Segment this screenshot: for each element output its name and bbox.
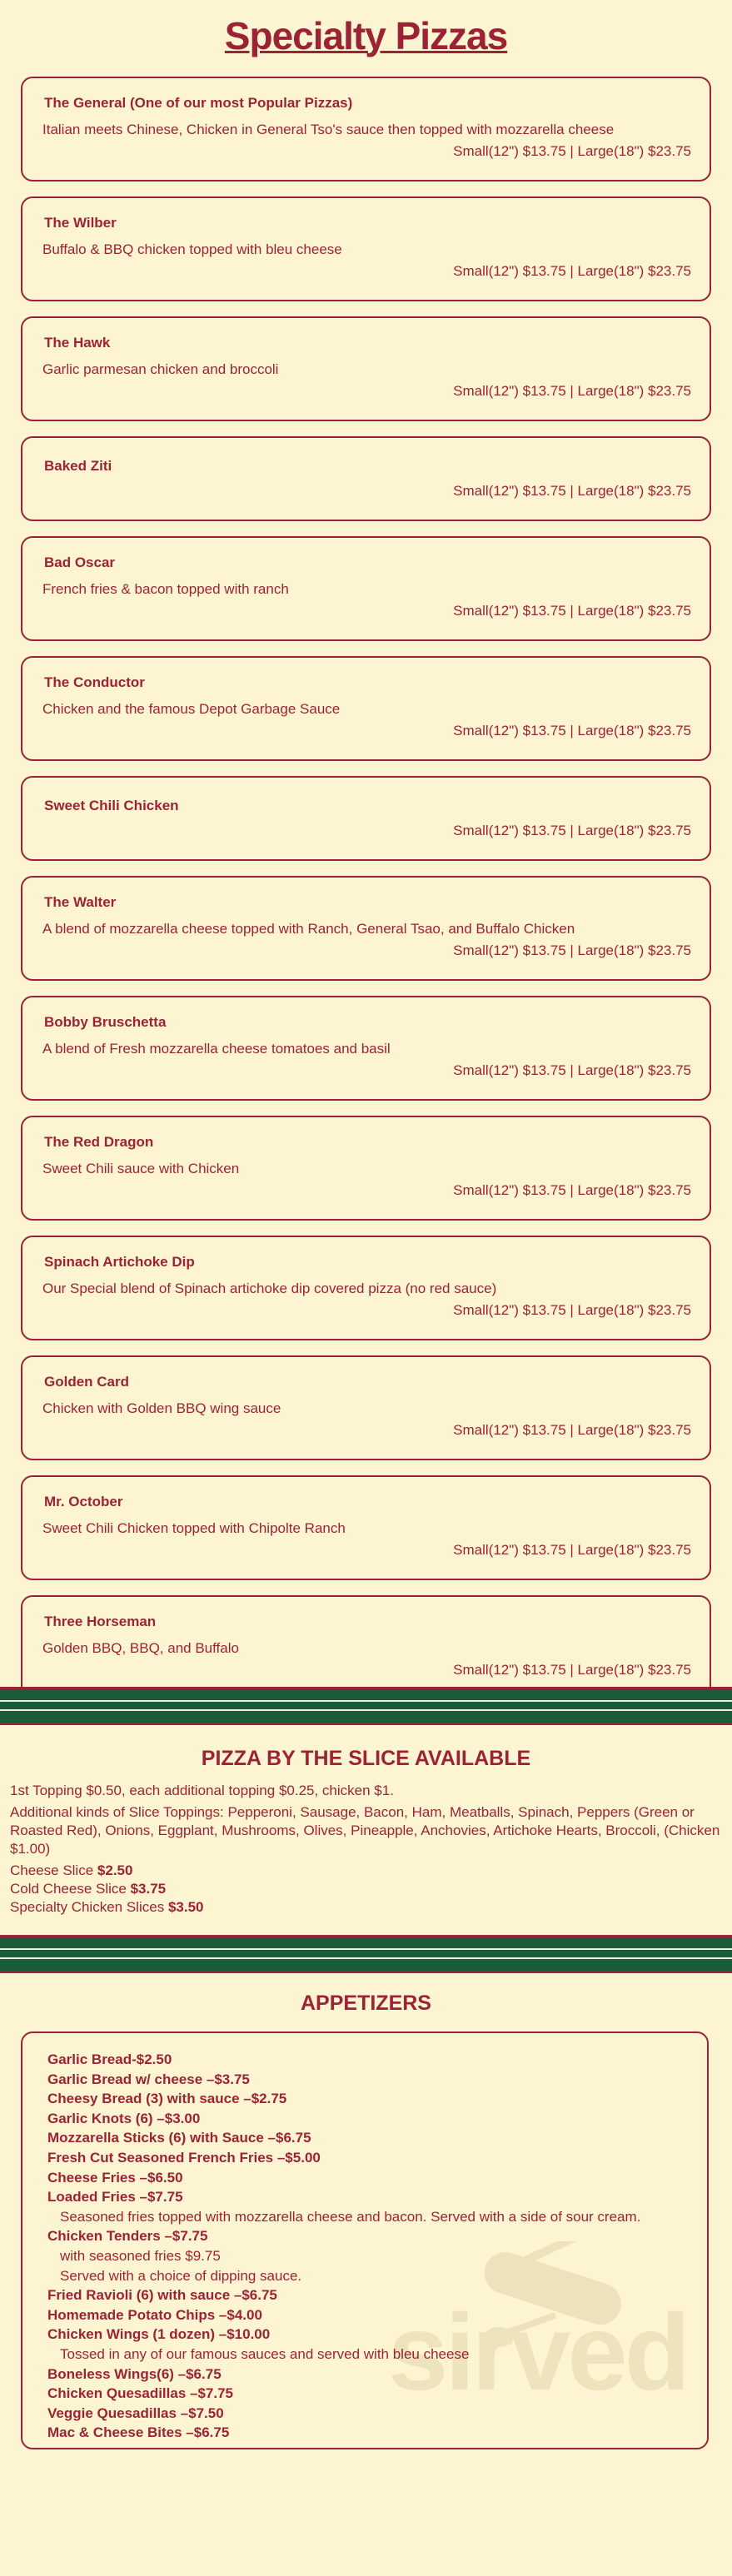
divider-band [0, 1935, 732, 1973]
pizza-price: Small(12") $13.75 | Large(18") $23.75 [453, 1422, 691, 1438]
slice-label: Cheese Slice [10, 1862, 94, 1878]
slice-heading: PIZZA BY THE SLICE AVAILABLE [201, 1747, 531, 1770]
pizza-card [21, 196, 711, 301]
pizza-price: Small(12") $13.75 | Large(18") $23.75 [453, 143, 691, 159]
pizza-price: Small(12") $13.75 | Large(18") $23.75 [453, 1542, 691, 1558]
slice-label: Specialty Chicken Slices [10, 1899, 165, 1915]
pizza-price: Small(12") $13.75 | Large(18") $23.75 [453, 603, 691, 619]
appetizer-item: Homemade Potato Chips –$4.00 [47, 2306, 262, 2323]
pizza-card [21, 1475, 711, 1580]
appetizer-item: Garlic Bread-$2.50 [47, 2051, 172, 2067]
slice-price-item [10, 1898, 722, 1917]
appetizer-note: Seasoned fries topped with mozzarella cheese and bacon. Served with a side of sour cream. [60, 2208, 641, 2225]
pizza-card [21, 536, 711, 641]
divider-band [0, 1687, 732, 1725]
pizza-description: Sweet Chili sauce with Chicken [42, 1161, 240, 1176]
pizza-description: Chicken with Golden BBQ wing sauce [42, 1400, 281, 1416]
topping-prices: 1st Topping $0.50, each additional topping $0.25, chicken $1. [10, 1783, 394, 1798]
pizza-name: The Walter [44, 894, 117, 910]
pizza-price: Small(12") $13.75 | Large(18") $23.75 [453, 383, 691, 399]
pizza-description: Chicken and the famous Depot Garbage Sauce [42, 701, 341, 717]
pizza-description: French fries & bacon topped with ranch [42, 581, 289, 597]
pizza-name: The Hawk [44, 335, 111, 351]
pizza-card [21, 656, 711, 761]
pizza-description: Sweet Chili Chicken topped with Chipolte Ranch [42, 1520, 346, 1536]
slice-section [0, 1727, 732, 1917]
pizza-name: Bad Oscar [44, 554, 116, 570]
pizza-price: Small(12") $13.75 | Large(18") $23.75 [453, 723, 691, 738]
pizza-card [21, 77, 711, 182]
slice-price-item [10, 1880, 722, 1898]
pizza-card [21, 776, 711, 861]
topping-list: Additional kinds of Slice Toppings: Pepperoni, Sausage, Bacon, Ham, Meatballs, Spinach, Peppers (Green or Roasted Red), Onions, Eggplant, Mushrooms, Olives, Pineapple, Anchovies, Artichoke Hearts, Broccoli, (Chicken $1.00) [10, 1804, 720, 1857]
pizza-name: Spinach Artichoke Dip [44, 1254, 195, 1270]
pizza-card [21, 436, 711, 521]
pizza-card [21, 1355, 711, 1460]
pizza-price: Small(12") $13.75 | Large(18") $23.75 [453, 1182, 691, 1198]
pizza-name: Sweet Chili Chicken [44, 798, 179, 813]
appetizer-item: Cheese Fries –$6.50 [47, 2169, 183, 2186]
specialty-pizza-list [0, 77, 732, 1700]
pizza-name: Baked Ziti [44, 458, 112, 474]
pizza-name: Golden Card [44, 1374, 130, 1390]
pizza-card [21, 316, 711, 421]
pizza-description: Italian meets Chinese, Chicken in General Tso's sauce then topped with mozzarella cheese [42, 122, 615, 137]
appetizer-item: Garlic Knots (6) –$3.00 [47, 2110, 201, 2126]
pizza-card [21, 1595, 711, 1700]
sirved-watermark: sirved [387, 2291, 687, 2413]
appetizer-item: Loaded Fries –$7.75 [47, 2189, 183, 2206]
slice-label: Cold Cheese Slice [10, 1881, 127, 1897]
pizza-price: Small(12") $13.75 | Large(18") $23.75 [453, 823, 691, 838]
pizza-description: Golden BBQ, BBQ, and Buffalo [42, 1640, 239, 1656]
appetizer-item: Mozzarella Sticks (6) with Sauce –$6.75 [47, 2130, 311, 2146]
pizza-name: The Conductor [44, 674, 145, 690]
pizza-card [21, 996, 711, 1101]
appetizers-heading: APPETIZERS [301, 1992, 431, 2015]
appetizers-card [21, 2031, 709, 2449]
appetizer-item: Garlic Bread w/ cheese –$3.75 [47, 2071, 250, 2087]
appetizer-item: Chicken Tenders –$7.75 [47, 2228, 208, 2245]
pizza-card [21, 1236, 711, 1340]
pizza-description: A blend of mozzarella cheese topped with Ranch, General Tsao, and Buffalo Chicken [42, 921, 575, 937]
appetizer-item: Fried Ravioli (6) with sauce –$6.75 [47, 2287, 277, 2304]
pizza-price: Small(12") $13.75 | Large(18") $23.75 [453, 263, 691, 279]
slice-price-item [10, 1862, 722, 1880]
pizza-price: Small(12") $13.75 | Large(18") $23.75 [453, 942, 691, 958]
appetizer-item: Cheesy Bread (3) with sauce –$2.75 [47, 2091, 287, 2107]
appetizer-item: Mac & Cheese Bites –$6.75 [47, 2424, 230, 2441]
pizza-description: Buffalo & BBQ chicken topped with bleu cheese [42, 241, 342, 257]
appetizer-item: Chicken Quesadillas –$7.75 [47, 2385, 234, 2402]
pizza-name: Mr. October [44, 1494, 123, 1509]
appetizer-note: with seasoned fries $9.75 [60, 2247, 221, 2264]
pizza-description: A blend of Fresh mozzarella cheese tomatoes and basil [42, 1041, 391, 1057]
pizza-name: The Wilber [44, 215, 117, 231]
slice-price: $3.50 [167, 1899, 204, 1915]
slice-price: $3.75 [130, 1881, 167, 1897]
pizza-card [21, 876, 711, 981]
pizza-price: Small(12") $13.75 | Large(18") $23.75 [453, 483, 691, 499]
slice-price: $2.50 [97, 1862, 133, 1878]
pizza-description: Our Special blend of Spinach artichoke dip covered pizza (no red sauce) [42, 1281, 497, 1296]
appetizer-item: Chicken Wings (1 dozen) –$10.00 [47, 2326, 271, 2343]
pizza-description: Garlic parmesan chicken and broccoli [42, 361, 279, 377]
pizza-price: Small(12") $13.75 | Large(18") $23.75 [453, 1662, 691, 1678]
page-title: Specialty Pizzas [224, 14, 508, 57]
appetizer-item: Boneless Wings(6) –$6.75 [47, 2365, 222, 2382]
pizza-price: Small(12") $13.75 | Large(18") $23.75 [453, 1062, 691, 1078]
pizza-name: Three Horseman [44, 1614, 157, 1629]
pizza-name: The General (One of our most Popular Pizzas) [44, 95, 353, 111]
appetizer-item: Veggie Quesadillas –$7.50 [47, 2404, 224, 2421]
pizza-name: The Red Dragon [44, 1134, 154, 1150]
pizza-price: Small(12") $13.75 | Large(18") $23.75 [453, 1302, 691, 1318]
pizza-name: Bobby Bruschetta [44, 1014, 167, 1030]
appetizer-note: Served with a choice of dipping sauce. [60, 2267, 302, 2284]
appetizer-item: Fresh Cut Seasoned French Fries –$5.00 [47, 2149, 321, 2166]
pizza-card [21, 1116, 711, 1221]
appetizer-note: Tossed in any of our famous sauces and served with bleu cheese [60, 2345, 470, 2362]
